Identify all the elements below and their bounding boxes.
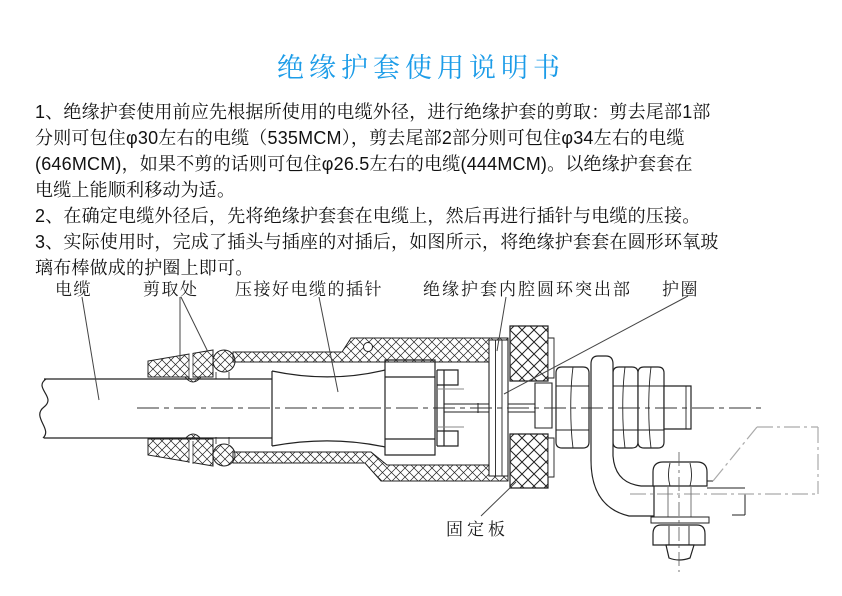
instruction-line: 1、绝缘护套使用前应先根据所使用的电缆外径，进行绝缘护套的剪取：剪去尾部1部 [35, 102, 711, 122]
insulation-sleeve-drawing [148, 338, 508, 481]
page-title: 绝缘护套使用说明书 [277, 53, 565, 83]
sleeve-ring-bump [213, 444, 235, 466]
label-cut-position: 剪取处 [143, 280, 199, 299]
instruction-line: 分则可包住φ30左右的电缆（535MCM），剪去尾部2部分则可包住φ34左右的电缆 [35, 128, 685, 148]
label-inner-ring-protrusion: 绝缘护套内腔圆环突出部 [423, 280, 632, 299]
label-fixing-plate: 固定板 [446, 520, 509, 539]
sleeve-vent-hole [364, 343, 373, 352]
pin-socket [535, 383, 552, 428]
instruction-line: 璃布棒做成的护圈上即可。 [35, 258, 254, 278]
bolt-assembly-drawing [651, 452, 709, 572]
instruction-line: 2、在确定电缆外径后，先将绝缘护套套在电缆上，然后再进行插针与电缆的压接。 [35, 206, 701, 226]
label-crimped-pin: 压接好电缆的插针 [235, 280, 383, 299]
leader-cable [82, 297, 99, 400]
label-guard-ring: 护圈 [662, 280, 699, 299]
nut-stack-drawing [556, 367, 691, 448]
sleeve-ring-bump [213, 350, 235, 372]
leader-crimped-pin [319, 297, 338, 392]
instruction-line: (646MCM)，如果不剪的话则可包住φ26.5左右的电缆(444MCM)。以绝缘护套套在 [35, 154, 693, 174]
label-cable: 电缆 [55, 280, 92, 299]
instruction-line: 3、实际使用时，完成了插头与插座的对插后，如图所示，将绝缘护套套在圆形环氧玻 [35, 232, 719, 252]
cable-drawing [40, 379, 272, 438]
leader-fixing-plate [481, 482, 516, 516]
instruction-line: 电缆上能顺利移动为适。 [35, 180, 236, 200]
